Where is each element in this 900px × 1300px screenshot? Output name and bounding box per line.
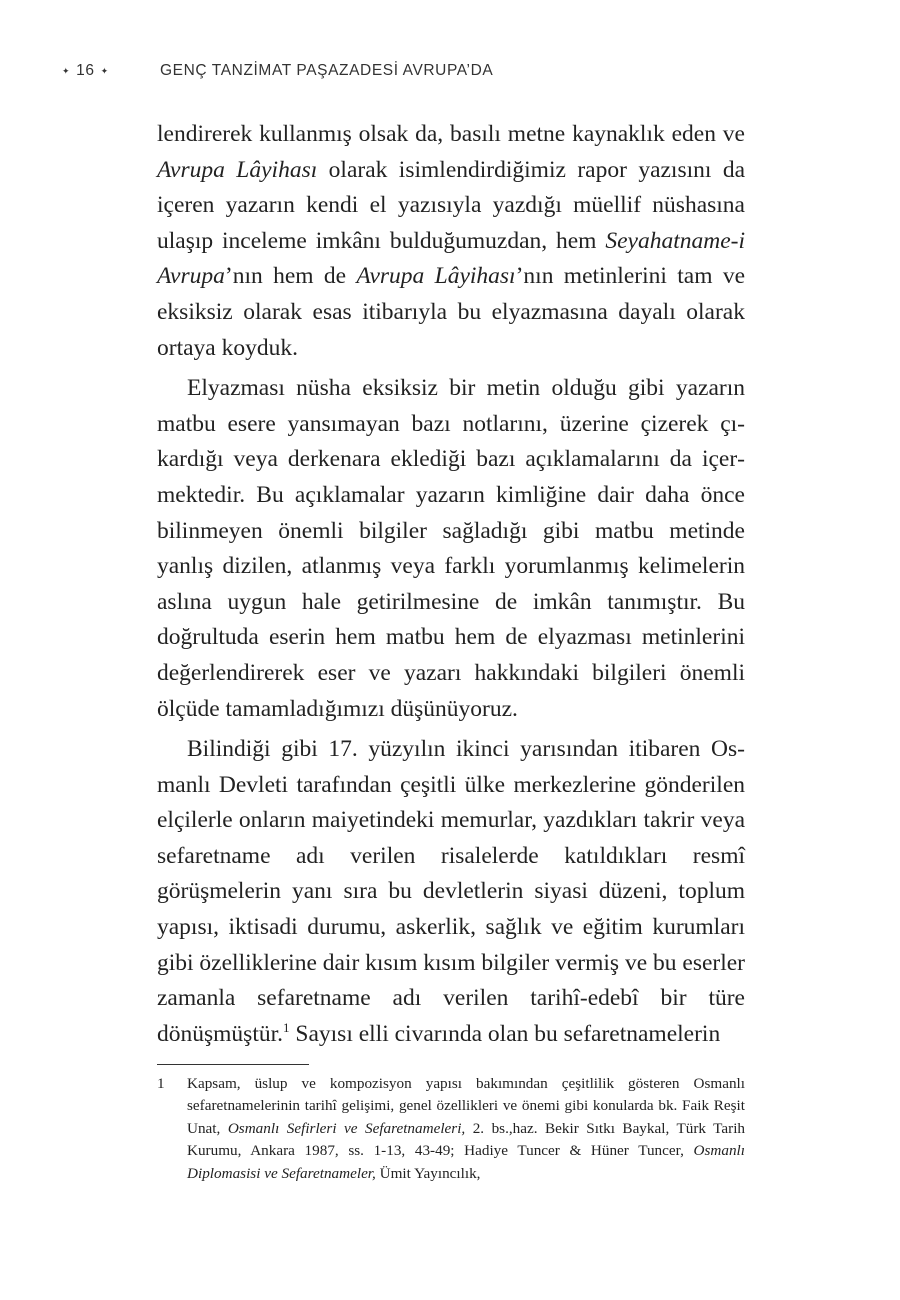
italic-title: Avrupa Lâyihası <box>157 156 318 183</box>
footnote-text <box>187 1073 745 1185</box>
italic-title: Seyahatname-i Avrupa <box>157 227 745 290</box>
footnote-number: 1 <box>157 1075 165 1092</box>
text-run: ’nın hem de <box>224 263 357 290</box>
italic-title: Osmanlı Sefirleri ve Sefaretnameleri, <box>227 1119 466 1137</box>
page-number-group <box>62 62 109 80</box>
text-run: Kapsam, üslup ve kompozisyon yapısı bakımından çeşitlilik gösteren Osmanlı sefaretnamelerinin tarihî gelişimi, genel özellikleri ve önemi gibi konularda bk. Faik Reşit Unat, <box>187 1075 745 1137</box>
body-text <box>157 117 745 1052</box>
running-title: GENÇ TANZİMAT PAŞAZADESİ AVRUPA’DA <box>160 62 494 79</box>
page-number: 16 <box>76 62 95 79</box>
paragraph-2 <box>157 371 745 727</box>
paragraph-1 <box>157 117 745 366</box>
text-run: Bilindiği gibi 17. yüzyılın ikinci yarısından itibaren Osmanlı Devleti tarafından çeşitli ülke merkezlerine gönderilen elçilerle onların maiyetindeki memurlar, yazdıkları takrir veya sefaretname adı verilen risalelerde katıldıkları resmî görüşmelerin yanı sıra bu devletlerin siyasi düzeni, toplum yapısı, iktisadi durumu, askerlik, sağlık ve eğitim kurumları gibi özelliklerine dair kısım kısım bilgiler vermiş ve bu eserler zamanla sefaretname adı verilen tarihî-edebî bir türe dönüşmüştür. <box>157 736 746 1047</box>
text-run: Elyazması nüsha eksiksiz bir metin olduğu gibi yazarın matbu esere yansımayan bazı notlarını, üzerine çizerek çıkardığı veya derkenara eklediği bazı açıklamalarını da içermektedir. Bu açıklamalar yazarın kimliğine dair daha önce bilinmeyen önemli bilgiler sağladığı gibi matbu metinde yanlış dizilen, atlanmış veya farklı yorumlanmış kelimelerin aslına uygun hale getirilmesine de imkân tanımıştır. Bu doğrultuda eserin hem matbu hem de elyazması metinlerini değerlendirerek eser ve yazarı hakkındaki bilgileri önemli ölçüde tamamladığımızı düşünüyoruz. <box>157 375 745 722</box>
text-run: lendirerek kullanmış olsak da, basılı metne kaynaklık eden ve <box>157 121 745 147</box>
text-run: olarak isimlendirdiğimiz rapor yazısını da içeren yazarın kendi el yazısıyla yazdığı müellif nüshasına ulaşıp inceleme imkânı bulduğumuzdan, hem <box>157 156 746 254</box>
footnote-ref: 1 <box>283 1020 290 1036</box>
text-run: Ümit Yayıncılık, <box>375 1164 481 1182</box>
ornament-left-icon: ✦ <box>62 65 71 76</box>
text-run: ’nın metinlerini tam ve eksiksiz olarak esas itibarıyla bu elyazmasına dayalı olarak ortaya koyduk. <box>157 263 745 361</box>
italic-title: Avrupa Lâyihası <box>356 263 516 290</box>
text-run: 2. bs.,haz. Bekir Sıtkı Baykal, Türk Tarih Kurumu, Ankara 1987, ss. 1-13, 43-49; Hadiye Tuncer & Hüner Tuncer, <box>187 1119 746 1160</box>
footnote-1 <box>157 1073 745 1185</box>
italic-title: Osmanlı Diplomasisi ve Sefaretnameler, <box>187 1142 745 1182</box>
paragraph-3 <box>157 732 745 1052</box>
ornament-right-icon: ✦ <box>100 65 109 76</box>
footnote-divider <box>157 1064 309 1065</box>
running-header <box>62 62 782 88</box>
text-run: Sayısı elli civarında olan bu sefaretnamelerin <box>289 1020 721 1047</box>
